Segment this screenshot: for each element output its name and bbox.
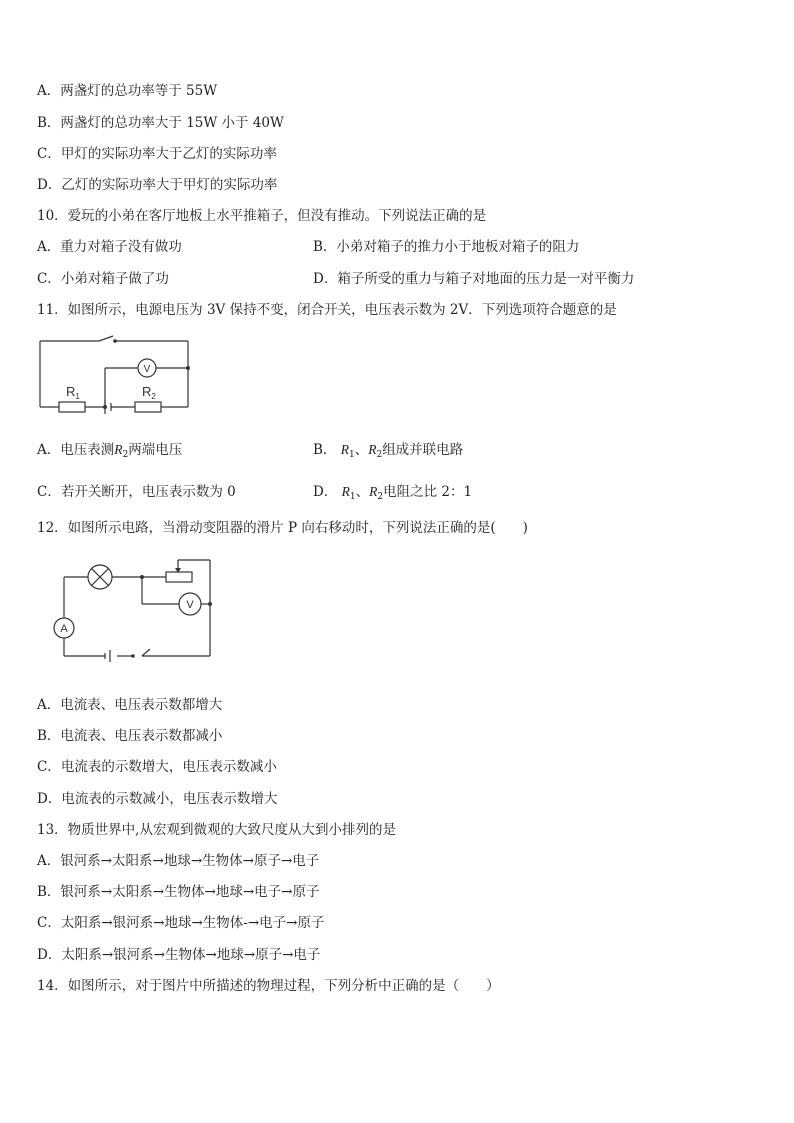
q12-option-c: C．电流表的示数增大，电压表示数减小	[37, 759, 277, 775]
q10-option-c: C．小弟对箱子做了功	[37, 271, 169, 287]
q11-r1-label: R	[66, 384, 76, 399]
q11-option-b-separator: 、	[354, 442, 369, 458]
q11-circuit-diagram	[37, 334, 192, 414]
q9-option-b: B．两盏灯的总功率大于 15W 小于 40W	[37, 115, 284, 131]
q13-option-c: C．太阳系→银河系→地球→生物体-→电子→原子	[37, 915, 325, 931]
q11-r1-sub: 1	[75, 392, 80, 401]
q11-option-d	[313, 483, 472, 506]
svg-text:R1	[66, 384, 80, 401]
q11-option-b-text: 组成并联电路	[382, 442, 464, 458]
q12-junction-right	[208, 602, 212, 606]
q11-stem: 11．如图所示，电源电压为 3V 保持不变，闭合开关，电压表示数为 2V．下列选项符合题意的是	[37, 302, 617, 318]
svg-text:R2	[142, 384, 156, 401]
q11-switch-contact	[113, 339, 117, 343]
q9-option-d: D．乙灯的实际功率大于甲灯的实际功率	[37, 177, 278, 193]
q12-option-d: D．电流表的示数减小，电压表示数增大	[37, 791, 278, 807]
q11-option-a-prefix: A．电压表测	[37, 442, 115, 458]
q12-ammeter-label: A	[60, 623, 68, 635]
q12-switch-contact	[131, 654, 135, 658]
q11-option-b-subscript-2: 2	[376, 450, 383, 460]
q11-option-b-prefix: B．	[313, 442, 337, 458]
q12-junction-left	[140, 575, 144, 579]
q13-option-b: B．银河系→太阳系→生物体→地球→电子→原子	[37, 884, 320, 900]
q13-option-a: A．银河系→太阳系→地球→生物体→原子→电子	[37, 853, 320, 869]
q10-option-d: D．箱子所受的重力与箱子对地面的压力是一对平衡力	[313, 271, 635, 287]
q11-option-d-subscript-2: 2	[377, 492, 384, 502]
q11-option-b-symbol-1: R	[340, 442, 349, 457]
q13-option-d: D．太阳系→银河系→生物体→地球→原子→电子	[37, 947, 321, 963]
q12-voltmeter-label: V	[186, 599, 194, 611]
q11-option-a-subscript: 2	[122, 450, 129, 460]
q11-option-a-symbol: R	[114, 442, 123, 457]
q11-option-a	[37, 441, 182, 464]
q11-voltmeter-label: V	[143, 364, 151, 375]
q11-option-d-symbol-1: R	[341, 484, 350, 499]
q11-option-b-symbol-2: R	[368, 442, 377, 457]
q9-option-c: C．甲灯的实际功率大于乙灯的实际功率	[37, 146, 277, 162]
q9-option-a: A．两盏灯的总功率等于 55W	[37, 83, 218, 99]
q11-option-d-subscript-1: 1	[349, 492, 356, 502]
q11-option-d-prefix: D．	[313, 484, 338, 500]
q11-option-b	[313, 441, 463, 464]
q10-option-b: B．小弟对箱子的推力小于地板对箱子的阻力	[313, 239, 580, 255]
q11-option-d-text: 电阻之比 2：1	[383, 484, 473, 500]
q11-option-c: C．若开关断开，电压表示数为 0	[37, 484, 236, 500]
q11-junction-left	[103, 405, 107, 409]
q12-circuit-diagram	[50, 556, 220, 661]
q12-option-a: A．电流表、电压表示数都增大	[37, 697, 223, 713]
q11-r2-sub: 2	[151, 392, 156, 401]
q12-stem: 12．如图所示电路，当滑动变阻器的滑片 P 向右移动时，下列说法正确的是( )	[37, 520, 528, 536]
q11-option-b-subscript-1: 1	[348, 450, 355, 460]
q11-option-d-symbol-2: R	[369, 484, 378, 499]
q10-option-a: A．重力对箱子没有做功	[37, 239, 182, 255]
q14-stem: 14．如图所示，对于图片中所描述的物理过程，下列分析中正确的是（ ）	[37, 978, 500, 994]
q11-option-a-text: 两端电压	[128, 442, 183, 458]
q11-r2-label: R	[142, 384, 152, 399]
q10-stem: 10．爱玩的小弟在客厅地板上水平推箱子，但没有推动。下列说法正确的是	[37, 208, 487, 224]
q13-stem: 13．物质世界中,从宏观到微观的大致尺度从大到小排列的是	[37, 822, 396, 838]
q12-option-b: B．电流表、电压表示数都减小	[37, 728, 223, 744]
q11-junction-right	[186, 366, 190, 370]
q11-option-d-separator: 、	[355, 484, 370, 500]
